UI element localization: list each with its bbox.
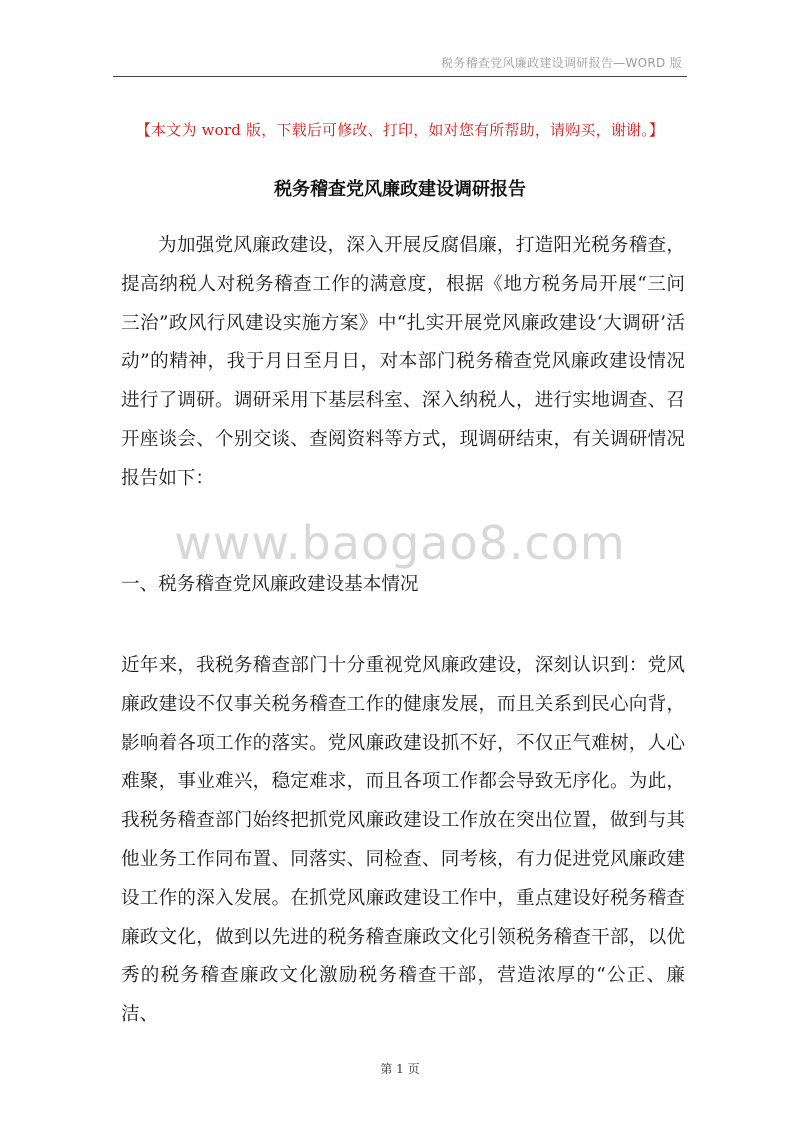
header-divider	[113, 76, 687, 77]
page-number: 第 1 页	[380, 1062, 420, 1076]
section-heading: 一、税务稽查党风廉政建设基本情况	[121, 574, 419, 595]
purchase-notice: 【本文为 word 版，下载后可修改、打印，如对您有所帮助，请购买，谢谢。】	[135, 121, 665, 139]
running-header: 税务稽查党风廉政建设调研报告—WORD 版	[440, 56, 682, 70]
document-title: 税务稽查党风廉政建设调研报告	[274, 179, 526, 200]
section-paragraph: 近年来，我税务稽查部门十分重视党风廉政建设，深刻认识到：党风廉政建设不仅事关税务稽查工作的健康发展，而且关系到民心向背，影响着各项工作的落实。党风廉政建设抓不好，不仅正气难树，人心难聚，事业难兴，稳定难求，而且各项工作都会导致无序化。为此，我税务稽查部门始终把抓党风廉政建设工作放在突出位置，做到与其他业务工作同布置、同落实、同检查、同考核，有力促进党风廉政建设工作的深入发展。在抓党风廉政建设工作中，重点建设好税务稽查廉政文化，做到以先进的税务稽查廉政文化引领税务稽查干部，以优秀的税务稽查廉政文化激励税务稽查干部，营造浓厚的“公正、廉洁、	[121, 655, 685, 1026]
intro-paragraph: 为加强党风廉政建设，深入开展反腐倡廉，打造阳光税务稽查，提高纳税人对税务稽查工作的满意度，根据《地方税务局开展“三问三治”政风行风建设实施方案》中“扎实开展党风廉政建设‘大调研’活动”的精神，我于月日至月日，对本部门税务稽查党风廉政建设情况进行了调研。调研采用下基层科室、深入纳税人，进行实地调查、召开座谈会、个别交谈、查阅资料等方式，现调研结束，有关调研情况报告如下：	[121, 235, 685, 489]
site-watermark: www.baogao8.com	[174, 516, 626, 570]
